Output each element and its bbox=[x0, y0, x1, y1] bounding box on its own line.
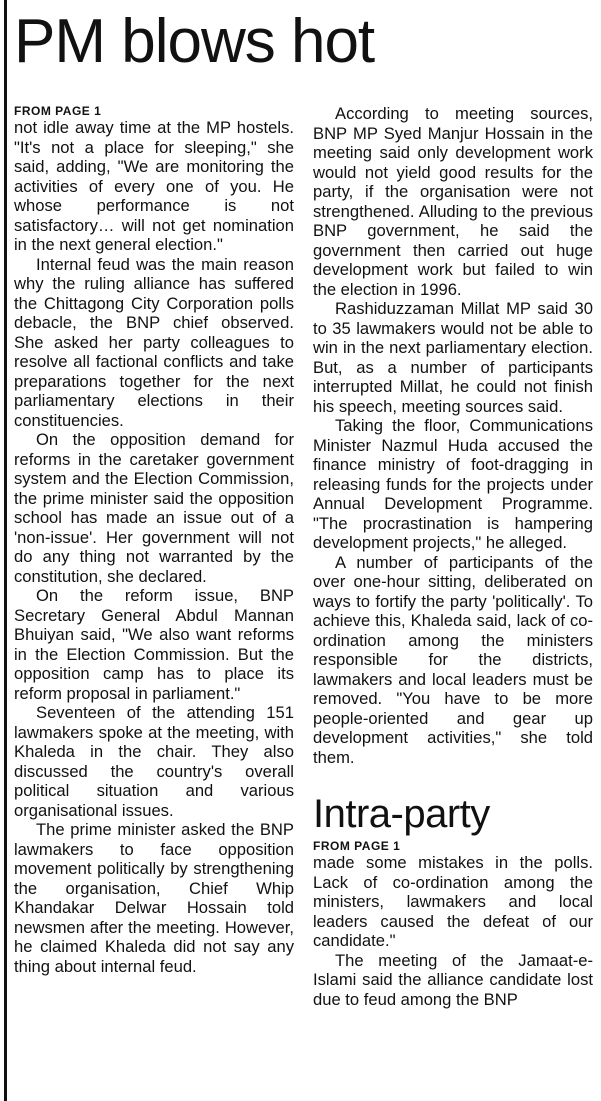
from-page-kicker: FROM PAGE 1 bbox=[313, 839, 401, 853]
article-paragraph: The meeting of the Jamaat-e-Islami said the alliance candidate lost due to feud among the BNP bbox=[313, 950, 593, 1009]
from-page-kicker: FROM PAGE 1 bbox=[14, 104, 102, 118]
article-paragraph: not idle away time at the MP hostels. "It's not a place for sleeping," she said, adding, "We are monitoring the activities of every one of you. He whose performance is not satisfactory… will not get nomination in the next general election." bbox=[14, 118, 294, 254]
article-paragraph: A number of participants of the over one-hour sitting, deliberated on ways to fortify the party 'politically'. To achieve this, Khaleda said, lack of co-ordination among the ministers responsible for the districts, lawmakers and local leaders must be removed. "You have to be more people-oriented and gear up development activities," she told them. bbox=[313, 552, 593, 767]
article-paragraph: Rashiduzzaman Millat MP said 30 to 35 lawmakers would not be able to win in the next parliamentary election. But, as a number of participants interrupted Millat, he could not finish his speech, meeting sources said. bbox=[313, 299, 593, 416]
article-paragraph: On the opposition demand for reforms in the caretaker government system and the Election Commission, the prime minister said the opposition school has made an issue out of a 'non-issue'. Her government will not do any thing not warranted by the constitution, she declared. bbox=[14, 430, 294, 586]
left-border-rule bbox=[4, 0, 7, 1101]
headline: PM blows hot bbox=[14, 7, 375, 76]
article-paragraph: According to meeting sources, BNP MP Syed Manjur Hossain in the meeting said only development work would not yield good results for the party, if the organisation were not strengthened. Alluding to the previous BNP government, he said the government then carried out huge development work but failed to win the election in 1996. bbox=[313, 104, 593, 299]
article-paragraph: Seventeen of the attending 151 lawmakers spoke at the meeting, with Khaleda in the chair. They also discussed the country's overall political situation and various organisational issues. bbox=[14, 703, 294, 820]
article-paragraph: The prime minister asked the BNP lawmakers to face opposition movement politically by strengthening the organisation, Chief Whip Khandakar Delwar Hossain told newsmen after the meeting. However, he claimed Khaleda did not say any thing about internal feud. bbox=[14, 820, 294, 976]
article-paragraph: made some mistakes in the polls. Lack of co-ordination among the ministers, lawmakers and local leaders caused the defeat of our candidate." bbox=[313, 853, 593, 950]
right-column bbox=[313, 104, 593, 1009]
subheadline: Intra-party bbox=[313, 792, 490, 836]
left-column bbox=[14, 104, 294, 976]
article-paragraph: Internal feud was the main reason why the ruling alliance has suffered the Chittagong City Corporation polls debacle, the BNP chief observed. She asked her party colleagues to resolve all factional conflicts and take preparations together for the next parliamentary elections in their constituencies. bbox=[14, 254, 294, 430]
article-paragraph: On the reform issue, BNP Secretary General Abdul Mannan Bhuiyan said, "We also want reforms in the Election Commission. But the opposition camp has to place its reform proposal in parliament." bbox=[14, 586, 294, 703]
article-paragraph: Taking the floor, Communications Minister Nazmul Huda accused the finance ministry of foot-dragging in releasing funds for the projects under Annual Development Programme. "The procrastination is hampering development projects," he alleged. bbox=[313, 416, 593, 552]
